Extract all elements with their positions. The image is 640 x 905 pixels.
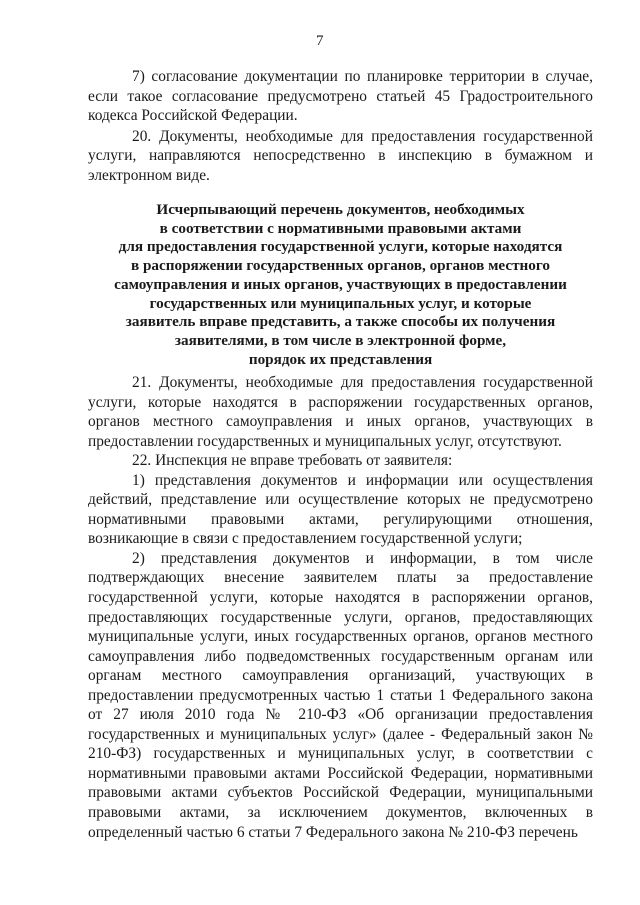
heading-line: порядок их представления [248, 350, 433, 368]
paragraph-item-21: 21. Документы, необходимые для предоставления государственной услуги, которые находятся в распоряжении государственных органов, органов местного самоуправления и иных органов, участвующих в предоставлении государственных и муниципальных услуг, отсутствуют. [88, 374, 593, 450]
heading-line: в соответствии с нормативными правовыми актами [159, 219, 522, 237]
heading-line: государственных или муниципальных услуг, и которые [149, 294, 532, 312]
heading-line: заявителями, в том числе в электронной форме, [174, 331, 507, 349]
paragraphs-top [88, 67, 593, 186]
paragraph-subitem-1: 1) представления документов и информации или осуществления действий, представление или осуществление которых не предусмотрено нормативными правовыми актами, регулирующими отношения, возникающие в связи с предоставлением государственной услуги; [88, 471, 593, 548]
section-heading [88, 201, 593, 369]
page-number: 7 [316, 33, 324, 49]
heading-line: Исчерпывающий перечень документов, необходимых [156, 201, 525, 218]
heading-line: для предоставления государственной услуги, которые находятся [118, 238, 563, 256]
paragraphs-bottom [88, 373, 593, 842]
paragraph-item-22: 22. Инспекция не вправе требовать от заявителя: [132, 452, 453, 470]
heading-line: самоуправления и иных органов, участвующих в предоставлении [114, 275, 567, 293]
heading-line: заявитель вправе представить, а также способы их получения [125, 313, 556, 331]
paragraph-item-20: 20. Документы, необходимые для предоставления государственной услуги, направляются непосредственно в инспекцию в бумажном и электронном виде. [88, 127, 593, 184]
paragraph-subitem-2: 2) представления документов и информации, в том числе подтверждающих внесение заявителем платы за предоставление государственной услуги, которые находятся в распоряжении органов, предоставляющих государственные услуги, органов, предоставляющих муниципальные услуги, иных государственных органов, органов местного самоуправления либо подведомственных государственным органам или органам местного самоуправления организаций, участвующих в предоставлении предусмотренных частью 1 статьи 1 Федерального закона от 27 июля 2010 года № 210-ФЗ «Об организации предоставления государственных и муниципальных услуг» (далее - Федеральный закон № 210-ФЗ) государственных и муниципальных услуг, в соответствии с нормативными правовыми актами Российской Федерации, нормативными правовыми актами субъектов Российской Федерации, муниципальными правовыми актами, за исключением документов, включенных в определенный частью 6 статьи 7 Федерального закона № 210-ФЗ перечень [88, 549, 593, 841]
heading-line: в распоряжении государственных органов, органов местного [130, 257, 550, 275]
paragraph-item-7: 7) согласование документации по планировке территории в случае, если такое согласование предусмотрено статьей 45 Градостроительного кодекса Российской Федерации. [88, 68, 593, 125]
